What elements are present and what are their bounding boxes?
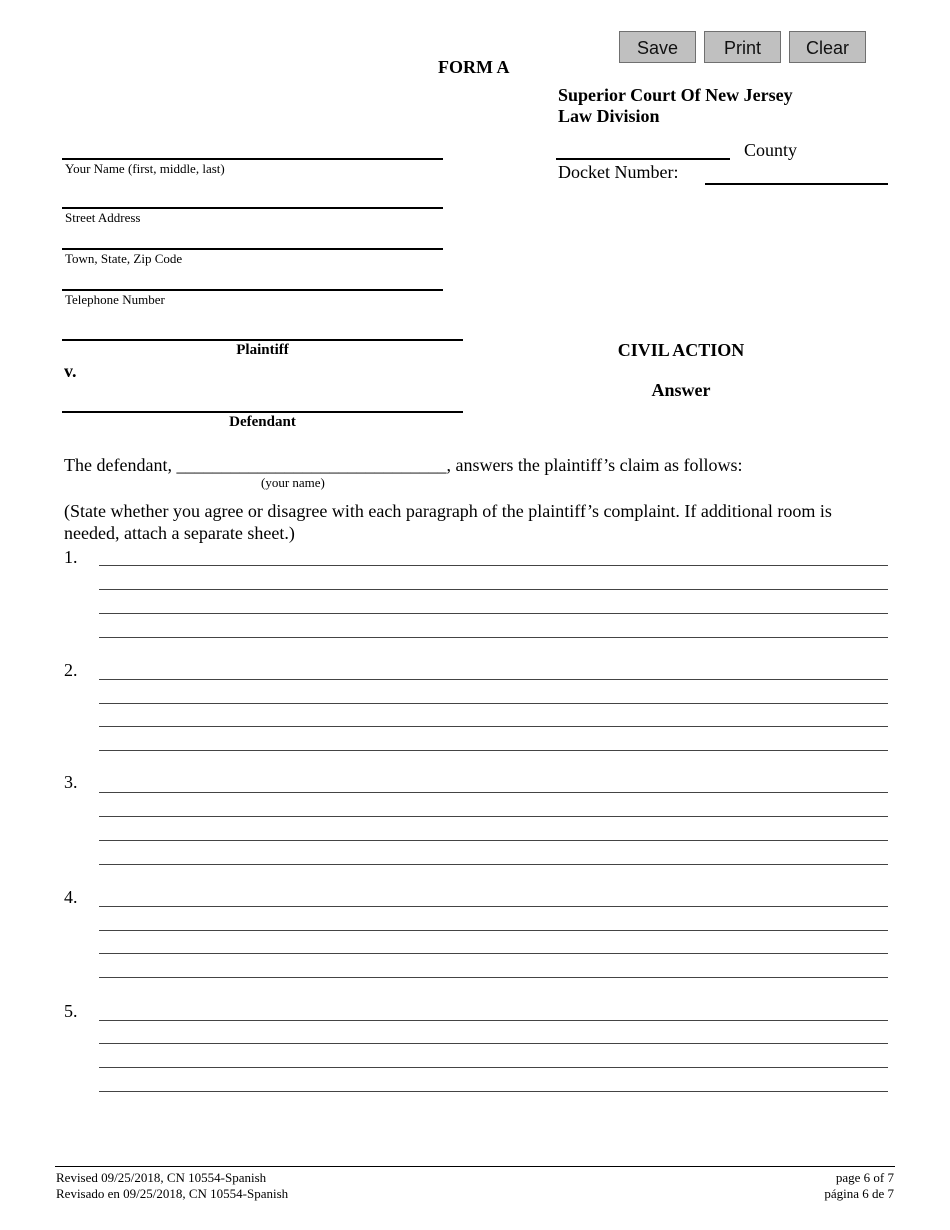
footer-revised: Revised 09/25/2018, CN 10554-Spanish bbox=[56, 1170, 267, 1185]
answer-line[interactable] bbox=[99, 906, 888, 907]
answer-line[interactable] bbox=[99, 679, 888, 680]
phone-field[interactable] bbox=[62, 289, 443, 291]
answer-line[interactable] bbox=[99, 1020, 888, 1021]
paragraph-number: 1. bbox=[64, 547, 78, 567]
court-division: Law Division bbox=[558, 106, 660, 126]
street-field-label: Street Address bbox=[65, 210, 141, 225]
footer-page: page 6 of 7 bbox=[835, 1170, 894, 1185]
town-field[interactable] bbox=[62, 248, 443, 250]
answer-line[interactable] bbox=[99, 977, 888, 978]
answer-line[interactable] bbox=[99, 1067, 888, 1068]
answer-line[interactable] bbox=[99, 816, 888, 817]
paragraph-number: 5. bbox=[64, 1001, 78, 1021]
form-title: FORM A bbox=[438, 57, 510, 77]
answer-line[interactable] bbox=[99, 703, 888, 704]
docket-number-field[interactable] bbox=[705, 183, 888, 185]
answer-line[interactable] bbox=[99, 864, 888, 865]
paragraph-number: 2. bbox=[64, 660, 78, 680]
court-name: Superior Court Of New Jersey bbox=[558, 85, 793, 105]
paragraph-number: 4. bbox=[64, 887, 78, 907]
answer-line[interactable] bbox=[99, 565, 888, 566]
save-button[interactable]: Save bbox=[619, 31, 696, 63]
footer-revisado: Revisado en 09/25/2018, CN 10554-Spanish bbox=[56, 1186, 289, 1201]
paragraph-number: 3. bbox=[64, 772, 78, 792]
name-field-label: Your Name (first, middle, last) bbox=[65, 161, 225, 176]
county-field[interactable] bbox=[556, 158, 730, 160]
answer-line[interactable] bbox=[99, 1091, 888, 1092]
answer-line[interactable] bbox=[99, 930, 888, 931]
defendant-sentence bbox=[64, 455, 743, 476]
defendant-label: Defendant bbox=[229, 414, 296, 430]
answer-line[interactable] bbox=[99, 589, 888, 590]
footer-divider bbox=[55, 1166, 895, 1167]
defendant-sentence-prefix: The defendant, bbox=[64, 455, 177, 475]
answer-heading: Answer bbox=[651, 380, 711, 400]
footer-pagina: página 6 de 7 bbox=[824, 1186, 894, 1201]
answer-line[interactable] bbox=[99, 1043, 888, 1044]
answer-line[interactable] bbox=[99, 637, 888, 638]
defendant-sentence-suffix: , answers the plaintiff’s claim as follows: bbox=[446, 455, 743, 475]
answer-line[interactable] bbox=[99, 613, 888, 614]
defendant-name-field[interactable]: ______________________________ bbox=[176, 455, 447, 475]
answer-line[interactable] bbox=[99, 750, 888, 751]
plaintiff-label: Plaintiff bbox=[236, 342, 289, 358]
phone-field-label: Telephone Number bbox=[65, 292, 165, 307]
town-field-label: Town, State, Zip Code bbox=[65, 251, 183, 266]
street-field[interactable] bbox=[62, 207, 443, 209]
civil-action-heading: CIVIL ACTION bbox=[617, 340, 745, 360]
answer-line[interactable] bbox=[99, 840, 888, 841]
name-field[interactable] bbox=[62, 158, 443, 160]
county-label: County bbox=[744, 140, 798, 160]
print-button[interactable]: Print bbox=[704, 31, 781, 63]
plaintiff-field[interactable] bbox=[62, 339, 463, 341]
defendant-field[interactable] bbox=[62, 411, 463, 413]
versus-label: v. bbox=[64, 361, 77, 381]
instructions-text: (State whether you agree or disagree with each paragraph of the plaintiff’s complaint. If additional room is needed, attach a separate sheet.) bbox=[64, 501, 832, 543]
answer-line[interactable] bbox=[99, 726, 888, 727]
your-name-hint: (your name) bbox=[261, 475, 325, 490]
docket-label: Docket Number: bbox=[558, 162, 679, 182]
answer-line[interactable] bbox=[99, 792, 888, 793]
clear-button[interactable]: Clear bbox=[789, 31, 866, 63]
answer-line[interactable] bbox=[99, 953, 888, 954]
